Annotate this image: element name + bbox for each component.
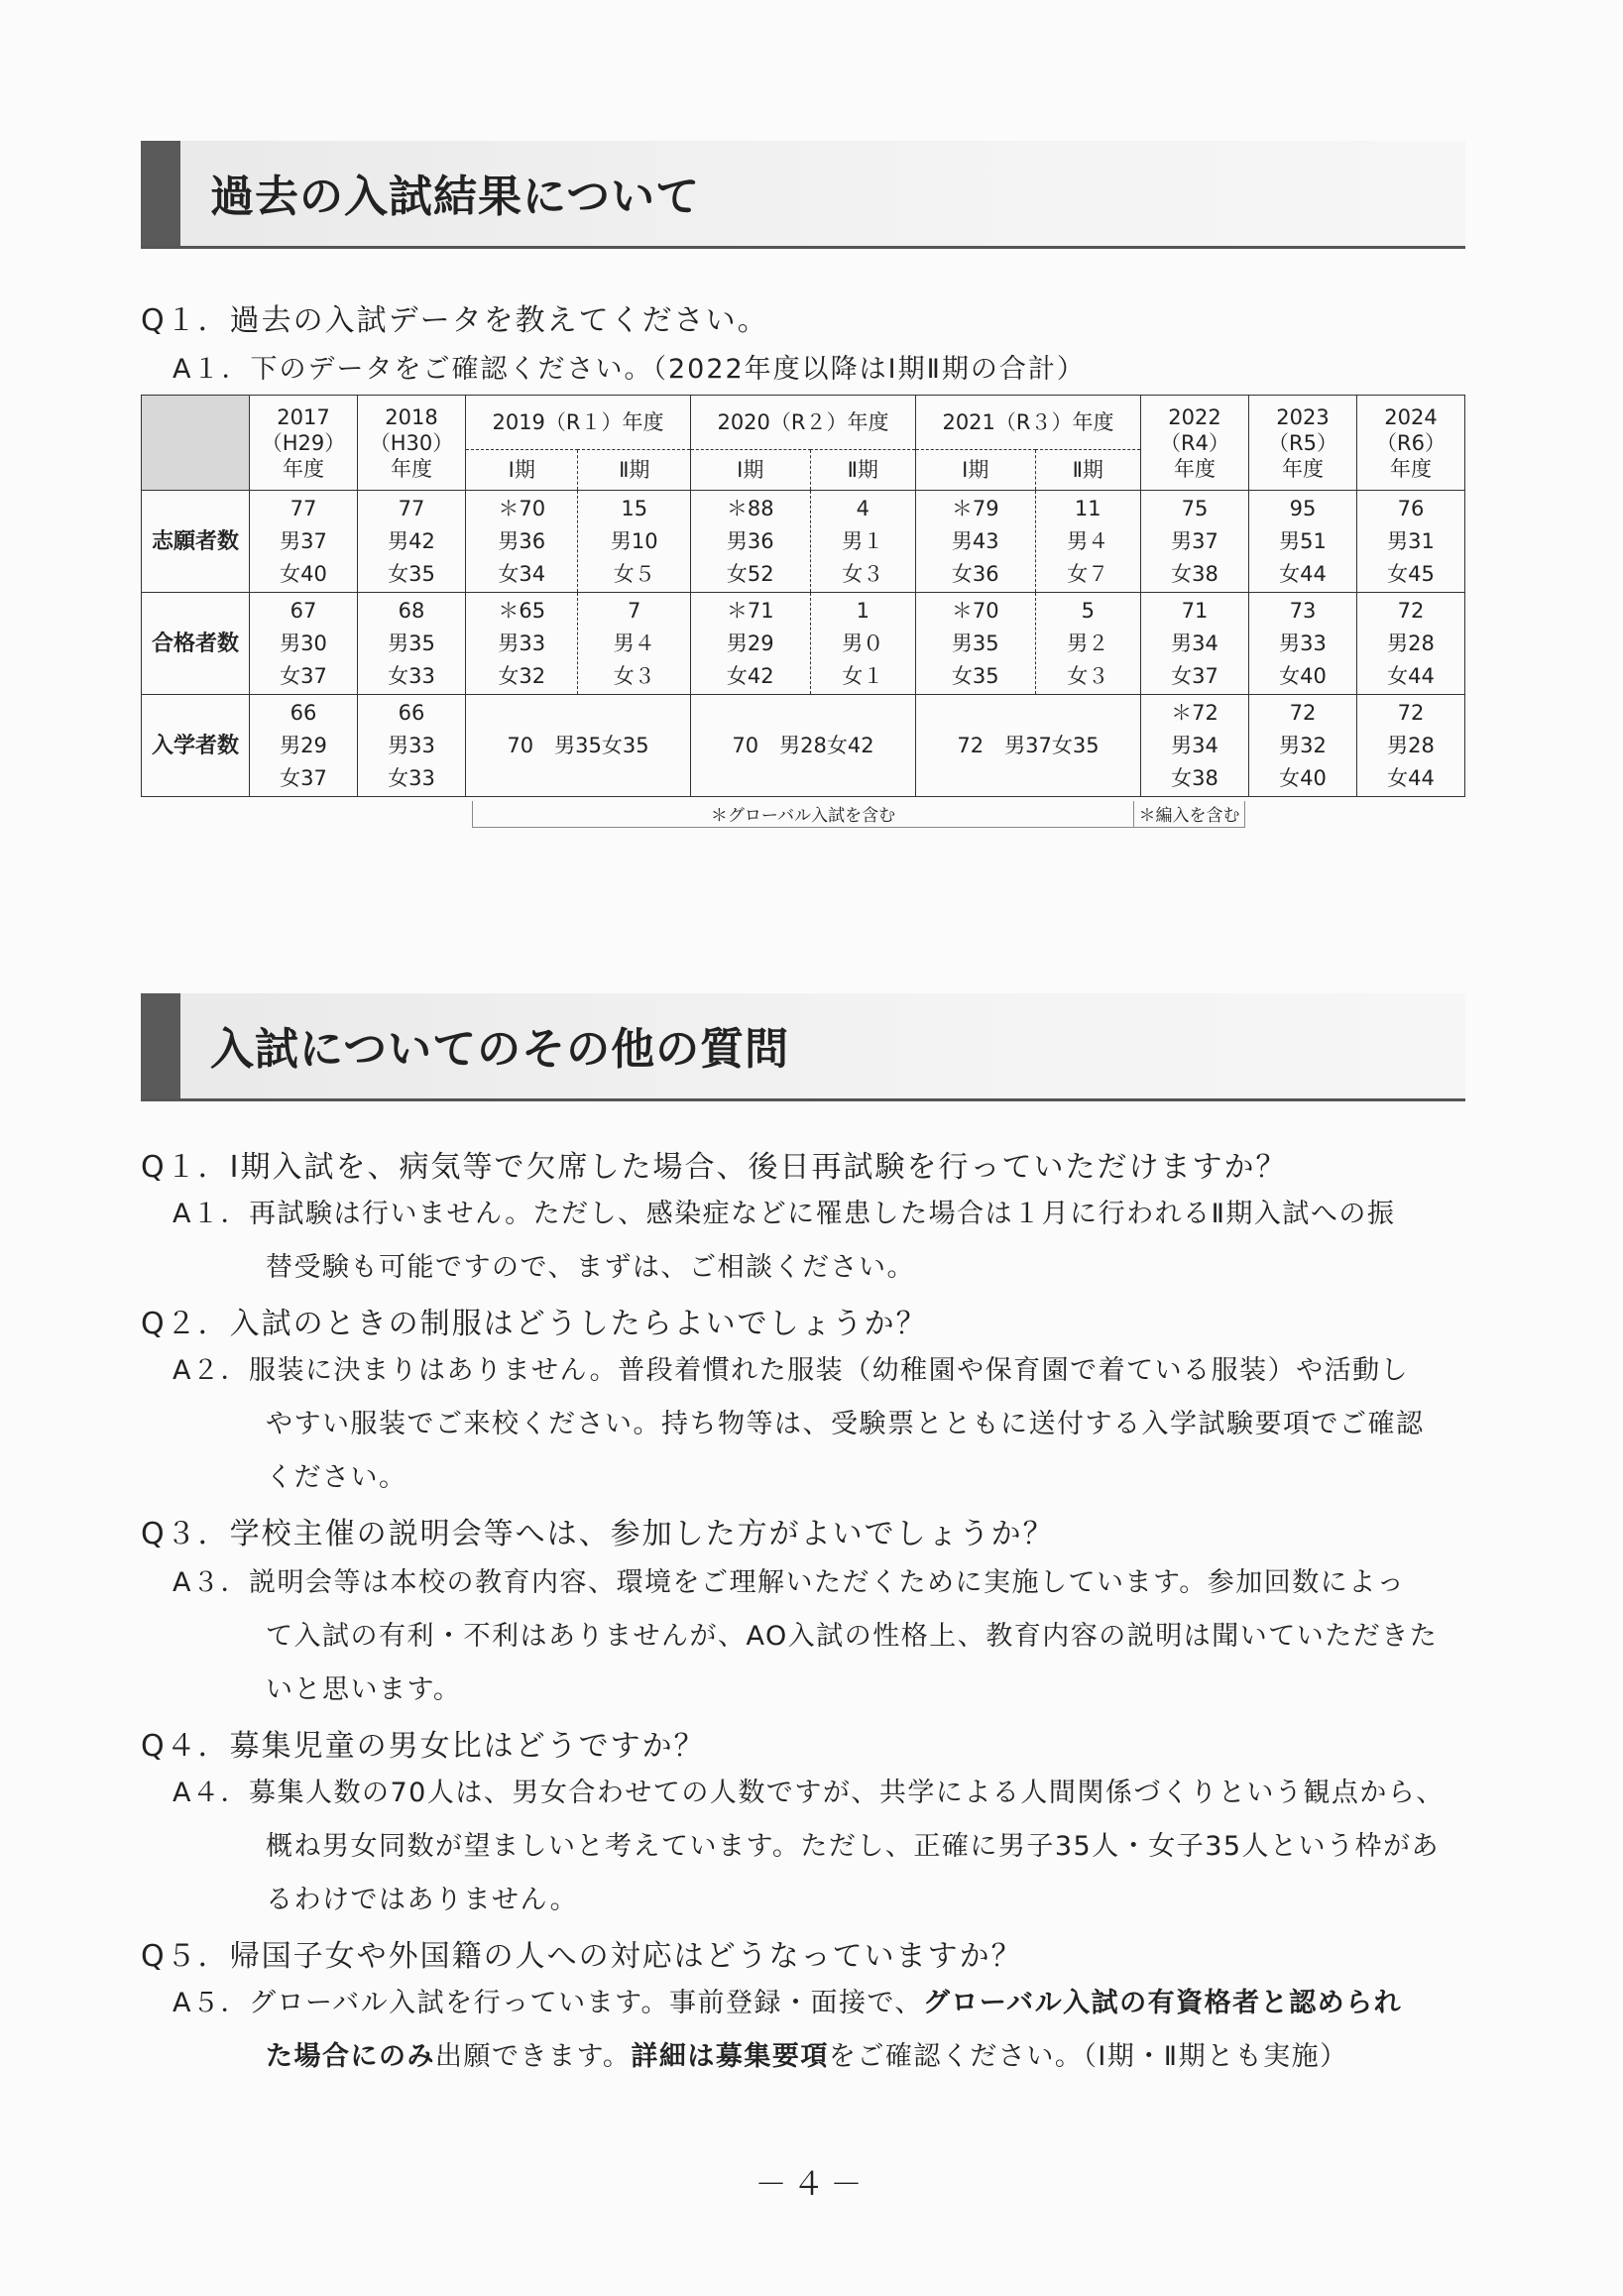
answer-4 <box>173 1767 1481 1927</box>
table-cell: 77 男37 女40 <box>250 491 358 593</box>
table-cell: 5 男２ 女３ <box>1035 593 1140 695</box>
term-header: Ⅰ期 <box>915 450 1035 491</box>
answer-line: ください。 <box>266 1462 407 1493</box>
term-header: Ⅰ期 <box>466 450 578 491</box>
table-cell: ＊72 男34 女38 <box>1141 695 1249 797</box>
table-cell: 66 男33 女33 <box>358 695 466 797</box>
question-1: Q１．Ⅰ期入試を、病気等で欠席した場合、後日再試験を行っていただけますか？ <box>141 1150 1288 1185</box>
answer-line: A５．グローバル入試を行っています。事前登録・面接で、グローバル入試の有資格者と認められ <box>173 1988 1403 2018</box>
heading-bar <box>141 993 180 1098</box>
answer-line: やすい服装でご来校ください。持ち物等は、受験票とともに送付する入学試験要項でご確認 <box>266 1409 1425 1439</box>
corner-cell <box>142 396 250 491</box>
question-4: Q４．募集児童の男女比はどうですか？ <box>141 1729 706 1764</box>
year-header: 2021（R３）年度 <box>915 396 1140 450</box>
table-cell: 72 男32 女40 <box>1249 695 1357 797</box>
section-heading-past-results <box>141 141 1465 249</box>
section-heading-other-questions <box>141 993 1465 1101</box>
table-row <box>142 491 1465 593</box>
table-cell: 73 男33 女40 <box>1249 593 1357 695</box>
answer-1: A１．下のデータをご確認ください。（2022年度以降はⅠ期Ⅱ期の合計） <box>173 354 1086 385</box>
table-row <box>142 695 1465 797</box>
answer-1 <box>173 1188 1471 1295</box>
answer-line: A４．募集人数の70人は、男女合わせての人数ですが、共学による人間関係づくりという観点から、 <box>173 1778 1445 1808</box>
answer-5 <box>173 1977 1481 2084</box>
table-cell: 77 男42 女35 <box>358 491 466 593</box>
question-5: Q５．帰国子女や外国籍の人への対応はどうなっていますか？ <box>141 1939 1023 1974</box>
answer-line: た場合にのみ出願できます。詳細は募集要項をご確認ください。（Ⅰ期・Ⅱ期とも実施） <box>266 2041 1348 2072</box>
question-2: Q２．入試のときの制服はどうしたらよいでしょうか？ <box>141 1307 928 1341</box>
table-cell: 11 男４ 女７ <box>1035 491 1140 593</box>
question-1: Q１．過去の入試データを教えてください。 <box>141 303 769 338</box>
section-title: 入試についてのその他の質問 <box>210 1024 790 1075</box>
row-label: 志願者数 <box>142 491 250 593</box>
table-cell: ＊70 男35 女35 <box>915 593 1035 695</box>
row-label: 入学者数 <box>142 695 250 797</box>
table-cell: 15 男10 女５ <box>578 491 691 593</box>
table-cell: 72 男28 女44 <box>1357 695 1465 797</box>
table-cell-merged: 70 男28女42 <box>690 695 915 797</box>
table-note-transfer: ＊編入を含む <box>1133 801 1245 828</box>
table-cell: ＊79 男43 女36 <box>915 491 1035 593</box>
table-cell: 4 男１ 女３ <box>810 491 915 593</box>
year-header: 2024 （R6） 年度 <box>1357 396 1465 491</box>
year-header: 2019（R１）年度 <box>466 396 691 450</box>
answer-line: 替受験も可能ですので、まずは、ご相談ください。 <box>266 1252 915 1283</box>
table-cell: 66 男29 女37 <box>250 695 358 797</box>
answer-line: A３．説明会等は本校の教育内容、環境をご理解いただくために実施しています。参加回数によっ <box>173 1567 1406 1598</box>
section-title: 過去の入試結果について <box>210 172 701 222</box>
year-header: 2022 （R4） 年度 <box>1141 396 1249 491</box>
table-cell: 1 男０ 女１ <box>810 593 915 695</box>
question-3: Q３．学校主催の説明会等へは、参加した方がよいでしょうか？ <box>141 1517 1055 1551</box>
table-cell-merged: 72 男37女35 <box>915 695 1140 797</box>
term-header: Ⅱ期 <box>1035 450 1140 491</box>
table-cell-merged: 70 男35女35 <box>466 695 691 797</box>
table-cell: 71 男34 女37 <box>1141 593 1249 695</box>
table-cell: 68 男35 女33 <box>358 593 466 695</box>
table-cell: ＊70 男36 女34 <box>466 491 578 593</box>
term-header: Ⅰ期 <box>690 450 810 491</box>
row-label: 合格者数 <box>142 593 250 695</box>
answer-line: て入試の有利・不利はありませんが、AO入試の性格上、教育内容の説明は聞いていただきた <box>266 1621 1439 1652</box>
table-cell: 76 男31 女45 <box>1357 491 1465 593</box>
answer-2 <box>173 1344 1471 1505</box>
table-cell: 95 男51 女44 <box>1249 491 1357 593</box>
answer-line: A１．再試験は行いません。ただし、感染症などに罹患した場合は１月に行われるⅡ期入試への振 <box>173 1199 1396 1229</box>
table-cell: ＊88 男36 女52 <box>690 491 810 593</box>
answer-line: るわけではありません。 <box>266 1885 579 1915</box>
table-cell: 72 男28 女44 <box>1357 593 1465 695</box>
table-cell: 75 男37 女38 <box>1141 491 1249 593</box>
term-header: Ⅱ期 <box>810 450 915 491</box>
year-header: 2018 （H30） 年度 <box>358 396 466 491</box>
table-cell: 7 男４ 女３ <box>578 593 691 695</box>
answer-line: いと思います。 <box>266 1674 462 1705</box>
year-header: 2017 （H29） 年度 <box>250 396 358 491</box>
table-note-global: ＊グローバル入試を含む <box>472 801 1134 828</box>
answer-line: 概ね男女同数が望ましいと考えています。ただし、正確に男子35人・女子35人という枠があ <box>266 1831 1441 1862</box>
answer-line: A２．服装に決まりはありません。普段着慣れた服装（幼稚園や保育園で着ている服装）や活動し <box>173 1355 1410 1386</box>
admission-results-table <box>141 395 1465 797</box>
term-header: Ⅱ期 <box>578 450 691 491</box>
year-header: 2023 （R5） 年度 <box>1249 396 1357 491</box>
heading-bar <box>141 141 180 246</box>
year-header: 2020（R２）年度 <box>690 396 915 450</box>
table-cell: 67 男30 女37 <box>250 593 358 695</box>
page-number: －４－ <box>754 2165 869 2203</box>
table-row <box>142 593 1465 695</box>
table-cell: ＊71 男29 女42 <box>690 593 810 695</box>
table-cell: ＊65 男33 女32 <box>466 593 578 695</box>
answer-3 <box>173 1556 1471 1717</box>
